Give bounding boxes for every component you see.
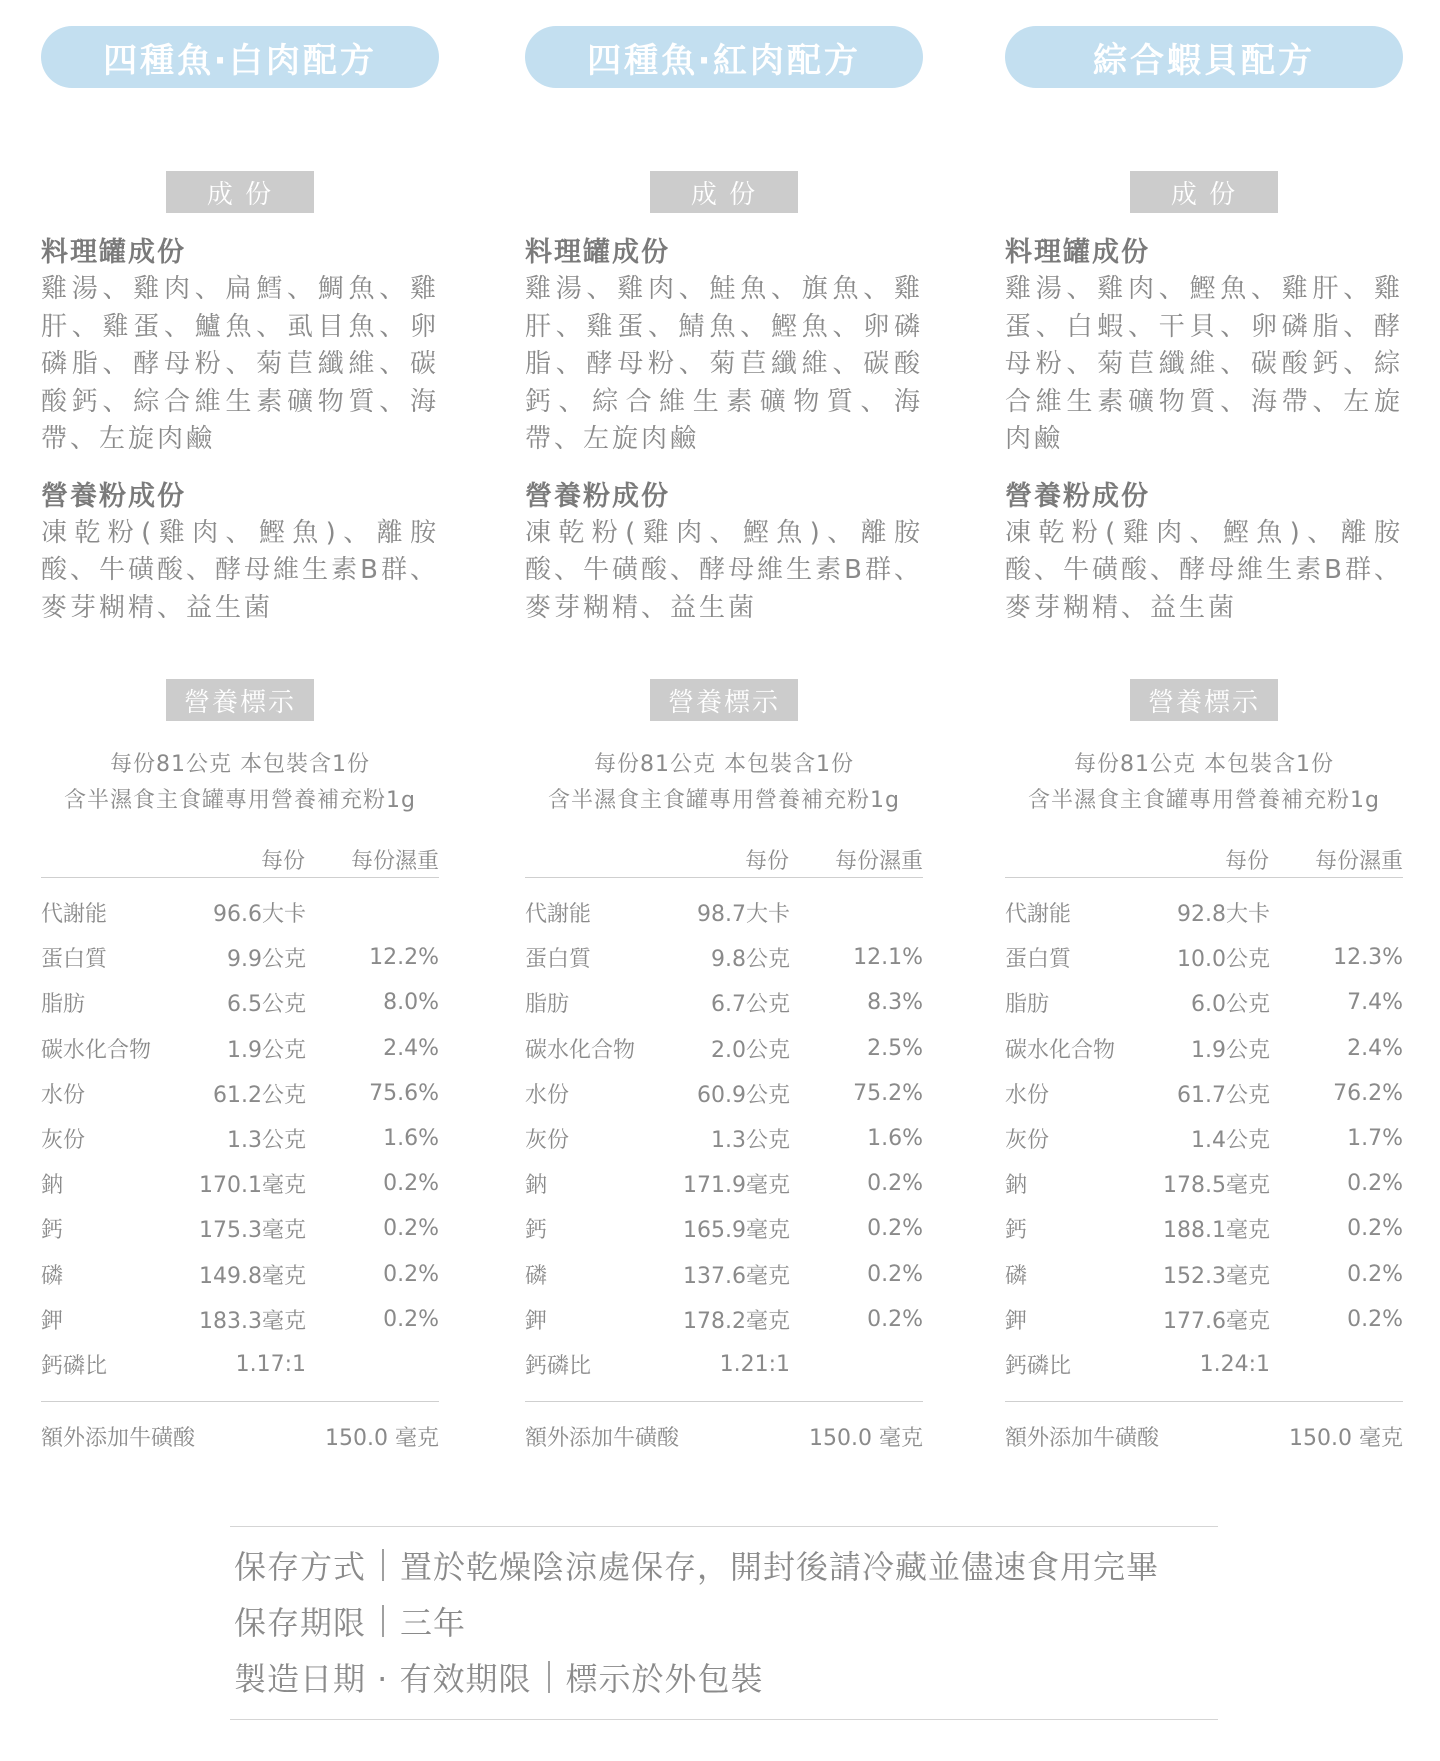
serving-info	[41, 747, 439, 819]
can-ingredients-heading: 料理罐成份	[41, 237, 186, 268]
nutrition-table-header	[41, 841, 439, 877]
nutrient-pct: 1.7%	[1347, 1126, 1403, 1152]
nutrient-label: 磷	[525, 1263, 548, 1289]
header-wet-weight: 每份濕重	[1314, 848, 1403, 874]
separator-bar	[548, 1661, 550, 1693]
header-per-serving: 每份	[260, 848, 305, 874]
nutrient-label: 灰份	[525, 1128, 570, 1154]
table-row	[41, 1206, 439, 1251]
nutrient-pct: 0.2%	[1347, 1216, 1403, 1242]
manufacture-expiry	[234, 1649, 1218, 1705]
serving-supplement: 含半濕食主食罐專用營養補充粉1g	[64, 788, 416, 813]
nutrient-label: 磷	[41, 1263, 64, 1289]
nutrient-pct: 0.2%	[1347, 1261, 1403, 1287]
nutrient-value: 1.9公克	[1191, 1037, 1270, 1063]
recipe-title-pill: 四種魚‧白肉配方	[41, 26, 439, 88]
separator-bar	[382, 1549, 384, 1581]
extra-label: 額外添加牛磺酸	[525, 1425, 680, 1451]
recipe-column-red-fish	[525, 26, 923, 1456]
nutrient-label: 碳水化合物	[41, 1037, 152, 1063]
nutrient-pct: 0.2%	[383, 1306, 439, 1332]
table-row	[1005, 1206, 1403, 1251]
nutrient-pct: 0.2%	[867, 1306, 923, 1332]
powder-ingredients-heading: 營養粉成份	[41, 480, 186, 512]
nutrient-value: 96.6大卡	[213, 902, 306, 928]
nutrient-label: 水份	[1005, 1082, 1050, 1108]
nutrient-pct: 0.2%	[383, 1171, 439, 1197]
nutrient-pct: 0.2%	[1347, 1306, 1403, 1332]
nutrient-label: 灰份	[1005, 1128, 1050, 1154]
storage-info	[230, 1526, 1218, 1720]
nutrient-pct: 75.6%	[369, 1080, 439, 1106]
serving-info	[525, 747, 923, 819]
table-row	[41, 1342, 439, 1387]
storage-text: 置於乾燥陰涼處保存，開封後請冷藏並儘速食用完畢	[400, 1548, 1160, 1586]
nutrient-label: 鈣磷比	[1005, 1353, 1072, 1379]
serving-info	[1005, 747, 1403, 819]
table-row	[1005, 1071, 1403, 1116]
nutrient-value: 92.8大卡	[1177, 902, 1270, 928]
nutrient-value: 165.9毫克	[683, 1218, 790, 1244]
nutrition-table-header	[525, 841, 923, 877]
nutrient-value: 137.6毫克	[683, 1263, 790, 1289]
table-row	[41, 1297, 439, 1342]
extra-label: 額外添加牛磺酸	[41, 1425, 196, 1451]
powder-ingredients-text: 凍乾粉(雞肉、鰹魚)、離胺酸、牛磺酸、酵母維生素B群、麥芽糊精、益生菌	[1005, 517, 1403, 623]
nutrient-value: 1.9公克	[227, 1037, 306, 1063]
nutrient-pct: 12.2%	[369, 945, 439, 971]
nutrient-value: 175.3毫克	[199, 1218, 306, 1244]
table-row	[525, 1297, 923, 1342]
nutrient-label: 碳水化合物	[525, 1037, 636, 1063]
nutrient-pct: 8.0%	[383, 990, 439, 1016]
nutrient-label: 脂肪	[41, 992, 86, 1018]
extra-taurine	[41, 1416, 439, 1456]
nutrient-value: 1.24:1	[1199, 1351, 1270, 1377]
nutrient-pct: 76.2%	[1333, 1080, 1403, 1106]
nutrient-pct: 7.4%	[1347, 990, 1403, 1016]
nutrition-table	[41, 890, 439, 1387]
extra-value: 150.0 毫克	[1289, 1425, 1403, 1451]
nutrient-label: 鈣	[1005, 1218, 1028, 1244]
nutrient-value: 9.9公克	[227, 947, 306, 973]
nutrient-label: 鈣	[41, 1218, 64, 1244]
nutrient-pct: 0.2%	[867, 1171, 923, 1197]
nutrient-label: 蛋白質	[41, 947, 108, 973]
table-row	[1005, 1252, 1403, 1297]
nutrient-value: 61.7公克	[1177, 1082, 1270, 1108]
recipe-column-shrimp-shellfish	[1005, 26, 1403, 1456]
nutrient-pct: 12.1%	[853, 945, 923, 971]
table-row	[525, 1252, 923, 1297]
table-divider	[525, 1401, 923, 1402]
nutrient-value: 152.3毫克	[1163, 1263, 1270, 1289]
ingredients-tag: 成 份	[166, 171, 314, 213]
nutrient-pct: 75.2%	[853, 1080, 923, 1106]
table-row	[525, 1161, 923, 1206]
table-row	[1005, 1116, 1403, 1161]
header-per-serving: 每份	[1224, 848, 1269, 874]
nutrient-value: 61.2公克	[213, 1082, 306, 1108]
nutrient-label: 鉀	[1005, 1308, 1028, 1334]
extra-taurine	[1005, 1416, 1403, 1456]
can-ingredients-heading: 料理罐成份	[525, 237, 670, 268]
nutrient-pct: 2.5%	[867, 1035, 923, 1061]
ingredients-tag: 成 份	[650, 171, 798, 213]
table-row	[525, 1342, 923, 1387]
extra-value: 150.0 毫克	[809, 1425, 923, 1451]
nutrient-pct: 0.2%	[867, 1261, 923, 1287]
nutrient-label: 鉀	[41, 1308, 64, 1334]
table-row	[41, 890, 439, 935]
nutrient-label: 磷	[1005, 1263, 1028, 1289]
serving-size: 每份81公克 本包裝含1份	[1074, 752, 1334, 777]
table-row	[525, 1206, 923, 1251]
storage-text: 標示於外包裝	[565, 1660, 764, 1698]
extra-label: 額外添加牛磺酸	[1005, 1425, 1160, 1451]
nutrient-value: 10.0公克	[1177, 947, 1270, 973]
table-row	[1005, 980, 1403, 1025]
powder-ingredients-text: 凍乾粉(雞肉、鰹魚)、離胺酸、牛磺酸、酵母維生素B群、麥芽糊精、益生菌	[525, 517, 923, 623]
extra-value: 150.0 毫克	[325, 1425, 439, 1451]
storage-label: 保存期限	[234, 1604, 367, 1642]
table-row	[1005, 1342, 1403, 1387]
nutrient-label: 鈉	[525, 1173, 548, 1199]
table-row	[1005, 935, 1403, 980]
table-row	[41, 980, 439, 1025]
serving-size: 每份81公克 本包裝含1份	[110, 752, 370, 777]
serving-supplement: 含半濕食主食罐專用營養補充粉1g	[1028, 788, 1380, 813]
nutrient-value: 98.7大卡	[697, 902, 790, 928]
nutrient-value: 171.9毫克	[683, 1173, 790, 1199]
storage-bottom-divider	[230, 1719, 1218, 1720]
header-wet-weight: 每份濕重	[350, 848, 439, 874]
nutrient-value: 1.3公克	[711, 1128, 790, 1154]
table-row	[1005, 1026, 1403, 1071]
nutrient-label: 鈉	[41, 1173, 64, 1199]
nutrient-label: 代謝能	[525, 902, 592, 928]
table-row	[1005, 1161, 1403, 1206]
nutrient-label: 鈣磷比	[525, 1353, 592, 1379]
table-row	[1005, 1297, 1403, 1342]
table-row	[1005, 890, 1403, 935]
powder-ingredients-text: 凍乾粉(雞肉、鰹魚)、離胺酸、牛磺酸、酵母維生素B群、麥芽糊精、益生菌	[41, 517, 439, 623]
nutrient-pct: 1.6%	[867, 1126, 923, 1152]
nutrient-value: 2.0公克	[711, 1037, 790, 1063]
separator-bar	[382, 1605, 384, 1637]
nutrient-label: 碳水化合物	[1005, 1037, 1116, 1063]
recipe-column-white-fish	[41, 26, 439, 1456]
serving-supplement: 含半濕食主食罐專用營養補充粉1g	[548, 788, 900, 813]
nutrient-value: 1.4公克	[1191, 1128, 1270, 1154]
nutrient-pct: 8.3%	[867, 990, 923, 1016]
nutrient-pct: 1.6%	[383, 1126, 439, 1152]
nutrient-label: 脂肪	[1005, 992, 1050, 1018]
nutrient-label: 蛋白質	[525, 947, 592, 973]
nutrient-pct: 2.4%	[383, 1035, 439, 1061]
nutrient-value: 178.5毫克	[1163, 1173, 1270, 1199]
nutrient-label: 代謝能	[1005, 902, 1072, 928]
nutrient-label: 代謝能	[41, 902, 108, 928]
nutrient-label: 鈉	[1005, 1173, 1028, 1199]
nutrient-value: 6.7公克	[711, 992, 790, 1018]
storage-label: 保存方式	[234, 1548, 367, 1586]
table-row	[525, 980, 923, 1025]
nutrient-value: 9.8公克	[711, 947, 790, 973]
nutrient-label: 蛋白質	[1005, 947, 1072, 973]
table-divider	[41, 1401, 439, 1402]
can-ingredients-heading: 料理罐成份	[1005, 237, 1150, 268]
nutrition-table-header	[1005, 841, 1403, 877]
can-ingredients-text: 雞湯、雞肉、鰹魚、雞肝、雞蛋、白蝦、干貝、卵磷脂、酵母粉、菊苣纖維、碳酸鈣、綜合維生素礦物質、海帶、左旋肉鹼	[1005, 274, 1403, 454]
nutrient-label: 灰份	[41, 1128, 86, 1154]
table-divider	[1005, 877, 1403, 878]
table-row	[41, 935, 439, 980]
nutrient-value: 178.2毫克	[683, 1308, 790, 1334]
table-row	[525, 1026, 923, 1071]
nutrient-value: 170.1毫克	[199, 1173, 306, 1199]
nutrient-value: 60.9公克	[697, 1082, 790, 1108]
powder-ingredients-heading: 營養粉成份	[1005, 480, 1150, 512]
serving-size: 每份81公克 本包裝含1份	[594, 752, 854, 777]
extra-taurine	[525, 1416, 923, 1456]
storage-label: 製造日期 · 有效期限	[234, 1660, 532, 1698]
ingredients-tag: 成 份	[1130, 171, 1278, 213]
storage-text: 三年	[400, 1604, 467, 1642]
nutrient-value: 177.6毫克	[1163, 1308, 1270, 1334]
nutrient-pct: 12.3%	[1333, 945, 1403, 971]
nutrition-tag: 營養標示	[166, 679, 314, 721]
table-divider	[525, 877, 923, 878]
table-row	[525, 1071, 923, 1116]
header-wet-weight: 每份濕重	[834, 848, 923, 874]
storage-method	[234, 1537, 1218, 1593]
recipe-title-pill: 綜合蝦貝配方	[1005, 26, 1403, 88]
nutrient-value: 1.21:1	[719, 1351, 790, 1377]
table-row	[41, 1026, 439, 1071]
nutrient-label: 鉀	[525, 1308, 548, 1334]
table-divider	[1005, 1401, 1403, 1402]
nutrition-tag: 營養標示	[1130, 679, 1278, 721]
table-row	[41, 1161, 439, 1206]
header-per-serving: 每份	[744, 848, 789, 874]
table-divider	[41, 877, 439, 878]
powder-ingredients-heading: 營養粉成份	[525, 480, 670, 512]
nutrient-pct: 0.2%	[1347, 1171, 1403, 1197]
table-row	[525, 890, 923, 935]
nutrition-tag: 營養標示	[650, 679, 798, 721]
nutrient-value: 183.3毫克	[199, 1308, 306, 1334]
nutrient-pct: 0.2%	[383, 1261, 439, 1287]
nutrient-value: 1.17:1	[235, 1351, 306, 1377]
table-row	[525, 935, 923, 980]
table-row	[41, 1252, 439, 1297]
nutrient-value: 149.8毫克	[199, 1263, 306, 1289]
nutrition-table	[525, 890, 923, 1387]
nutrient-value: 188.1毫克	[1163, 1218, 1270, 1244]
nutrient-value: 6.0公克	[1191, 992, 1270, 1018]
storage-period	[234, 1593, 1218, 1649]
nutrient-label: 水份	[41, 1082, 86, 1108]
nutrient-label: 水份	[525, 1082, 570, 1108]
nutrition-table	[1005, 890, 1403, 1387]
table-row	[41, 1071, 439, 1116]
nutrient-pct: 0.2%	[867, 1216, 923, 1242]
nutrient-label: 鈣	[525, 1218, 548, 1244]
nutrient-value: 6.5公克	[227, 992, 306, 1018]
can-ingredients-text: 雞湯、雞肉、扁鱈、鯛魚、雞肝、雞蛋、鱸魚、虱目魚、卵磷脂、酵母粉、菊苣纖維、碳酸鈣、綜合維生素礦物質、海帶、左旋肉鹼	[41, 274, 439, 454]
recipe-title-pill: 四種魚‧紅肉配方	[525, 26, 923, 88]
nutrient-label: 鈣磷比	[41, 1353, 108, 1379]
nutrient-pct: 0.2%	[383, 1216, 439, 1242]
can-ingredients-text: 雞湯、雞肉、鮭魚、旗魚、雞肝、雞蛋、鯖魚、鰹魚、卵磷脂、酵母粉、菊苣纖維、碳酸鈣、綜合維生素礦物質、海帶、左旋肉鹼	[525, 274, 923, 454]
nutrient-pct: 2.4%	[1347, 1035, 1403, 1061]
nutrient-value: 1.3公克	[227, 1128, 306, 1154]
table-row	[41, 1116, 439, 1161]
table-row	[525, 1116, 923, 1161]
nutrient-label: 脂肪	[525, 992, 570, 1018]
